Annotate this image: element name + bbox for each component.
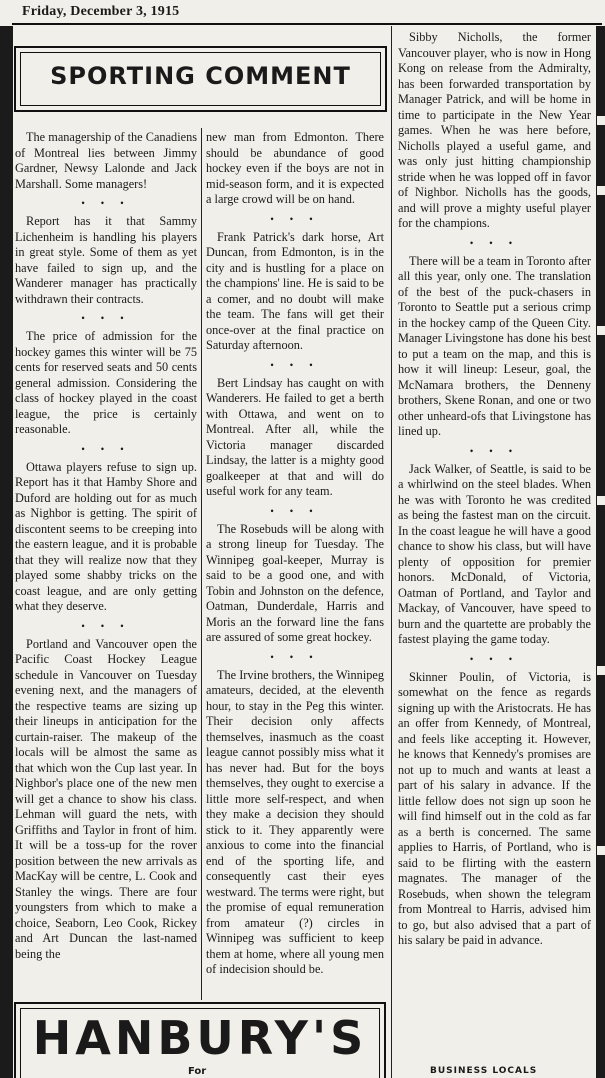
separator-dots: • • • [81, 620, 131, 631]
article-paragraph: Report has it that Sammy Lichenheim is handling his players in great style. Some of them as yet have failed to sign up, and the Wanderer manager has practically withdrawn their contracts. [15, 214, 197, 306]
headline-box [14, 46, 387, 112]
separator-dots: • • • [270, 359, 320, 370]
section-headline: SPORTING COMMENT [50, 62, 351, 90]
separator-dots: • • • [270, 505, 320, 516]
article-paragraph: Bert Lindsay has caught on with Wanderers. He failed to get a berth with Ottawa, and went on to Montreal. After all, while the Victoria manager discarded Lindsay, the latter is a mighty good goalkeeper at that and will do useful work for any team. [206, 375, 384, 498]
article-paragraph: Skinner Poulin, of Victoria, is somewhat on the fence as regards signing up with the Aristocrats. He has an offer from Kennedy, of Montreal, and feels like accepting it. However, he knows that Kennedy's promises are not up to much and wants at least a part of his salary in advance. If the little fellow does not sign up soon he will find himself out in the cold as far as a berth is concerned. The same applies to Harris, of Portland, who is said to be flirting with the eastern magnates. The manager of the Rosebuds, when shown the telegram from Montreal to Harris, advised him to go, but also advised that a part of his salary be paid in advance. [398, 669, 591, 947]
left-margin-strip [0, 26, 13, 1078]
article-paragraph: Sibby Nicholls, the former Vancouver player, who is now in Hong Kong on release from the Admiralty, has been forwarded transportation by Manager Patrick, and will be home in time to participate in the New Year games. When he was here before, Nicholls played a useful game, and was only just hitting championship stride when he was lopped off in favor of Nighbor. Nicholls has the goods, and will prove a mighty useful player for the champions. [398, 30, 591, 230]
column-3-footer-fragment: BUSINESS LOCALS [430, 1066, 538, 1076]
article-paragraph: The managership of the Canadiens of Montreal lies between Jimmy Gardner, Newsy Lalonde and Jack Marshall. Some managers! [15, 130, 197, 191]
column-1 [15, 130, 197, 992]
column-rule-1 [201, 128, 202, 1000]
separator-dots: • • • [270, 651, 320, 662]
right-margin-strip [596, 26, 605, 1078]
article-paragraph: Ottawa players refuse to sign up. Report has it that Hamby Shore and Duford are holding out for as much as Nighbor is getting. The spirit of discontent seems to be creeping into the eastern league, and it is probable that they will realize now that they played some shabby tricks on the coast league, and are only getting what they deserve. [15, 459, 197, 613]
column-2 [206, 130, 384, 992]
dateline: Friday, December 3, 1915 [22, 4, 180, 19]
separator-dots: • • • [81, 443, 131, 454]
article-paragraph: Frank Patrick's dark horse, Art Duncan, from Edmonton, is in the city and is hustling for a place on the champions' line. He is said to be a comer, and no doubt will make the team. The fans will get their once-over at the final practice on Saturday afternoon. [206, 229, 384, 352]
column-3 [398, 30, 591, 1060]
article-paragraph: new man from Edmonton. There should be abundance of good hockey even if the boys are not in mid-season form, and it is expected a large crowd will be on hand. [206, 130, 384, 206]
column-rule-2 [391, 26, 392, 1078]
advertisement-fragment: For [188, 1066, 207, 1077]
separator-dots: • • • [81, 198, 131, 208]
article-paragraph: The Irvine brothers, the Winnipeg amateurs, decided, at the eleventh hour, to stay in the Peg this winter. Their decision only affects themselves, inasmuch as the coast league cannot possibly miss what it has never had. But for the boys themselves, they ought to exercise a little more self-respect, and when they make a decision they should stick to it. They apparently were anxious to come into the financial end of the sporting life, and consequently cast their eyes westward. The terms were right, but the promise of equal remuneration from amateur (?) circles in Winnipeg was sufficient to keep them at home, where all young men of indecision should be. [206, 667, 384, 976]
separator-dots: • • • [470, 653, 519, 664]
article-paragraph: The price of admission for the hockey games this winter will be 75 cents for reserved seats and 50 cents general admission. Considering the class of hockey played in the coast league, the price is certainly reasonable. [15, 329, 197, 436]
separator-dots: • • • [470, 237, 519, 248]
separator-dots: • • • [270, 213, 320, 224]
separator-dots: • • • [81, 313, 131, 323]
article-paragraph: Portland and Vancouver open the Pacific Coast Hockey League schedule in Vancouver on Tuesday evening next, and the managers of the respective teams are sizing up their lineups in anticipation for the curtain-raiser. The makeup of the locals will be almost the same as that which won the Cup last year. In Nighbor's place one of the new men will get a chance to show his class. Lehman will guard the nets, with Griffiths and Taylor in front of him. It will be a toss-up for the rover position between the new arrivals as MacKay will be centre, L. Cook and Stanley the wings. There are four youngsters from which to make a choice, Seaborn, Leo Cook, Rickey and Art Duncan the last-named being the [15, 636, 197, 961]
advertisement-name: HANBURY'S [32, 1011, 368, 1065]
article-paragraph: The Rosebuds will be along with a strong lineup for Tuesday. The Winnipeg goal-keeper, Murray is said to be a good one, and with Tobin and Johnston on the defence, Oatman, Dunderdale, Harris and Moris an the forward line the fans are assured of some great hockey. [206, 521, 384, 644]
article-paragraph: There will be a team in Toronto after all this year, only one. The translation of the best of the puck-chasers in Toronto to Seattle put a serious crimp in the hockey camp of the Queen City. Manager Livingstone has done his best to put a team on the map, and this is how it will lineup: Leseur, goal, the McNamara brothers, the Denneny brothers, Skene Ronan, and one or two other unheard-ofs that Livingstone has lined up. [398, 253, 591, 438]
separator-dots: • • • [470, 445, 519, 456]
top-rule [12, 23, 602, 25]
article-paragraph: Jack Walker, of Seattle, is said to be a whirlwind on the steel blades. When he was with Toronto he was credited as being the fastest man on the circuit. In the coast league he will have a good chance to show his class, but will have plenty of opposition for premier honors. McDonald, of Victoria, Oatman of Portland, and Taylor and Mackay, of Vancouver, have speed to burn and the quartette are probably the fastest playing the game today. [398, 461, 591, 646]
